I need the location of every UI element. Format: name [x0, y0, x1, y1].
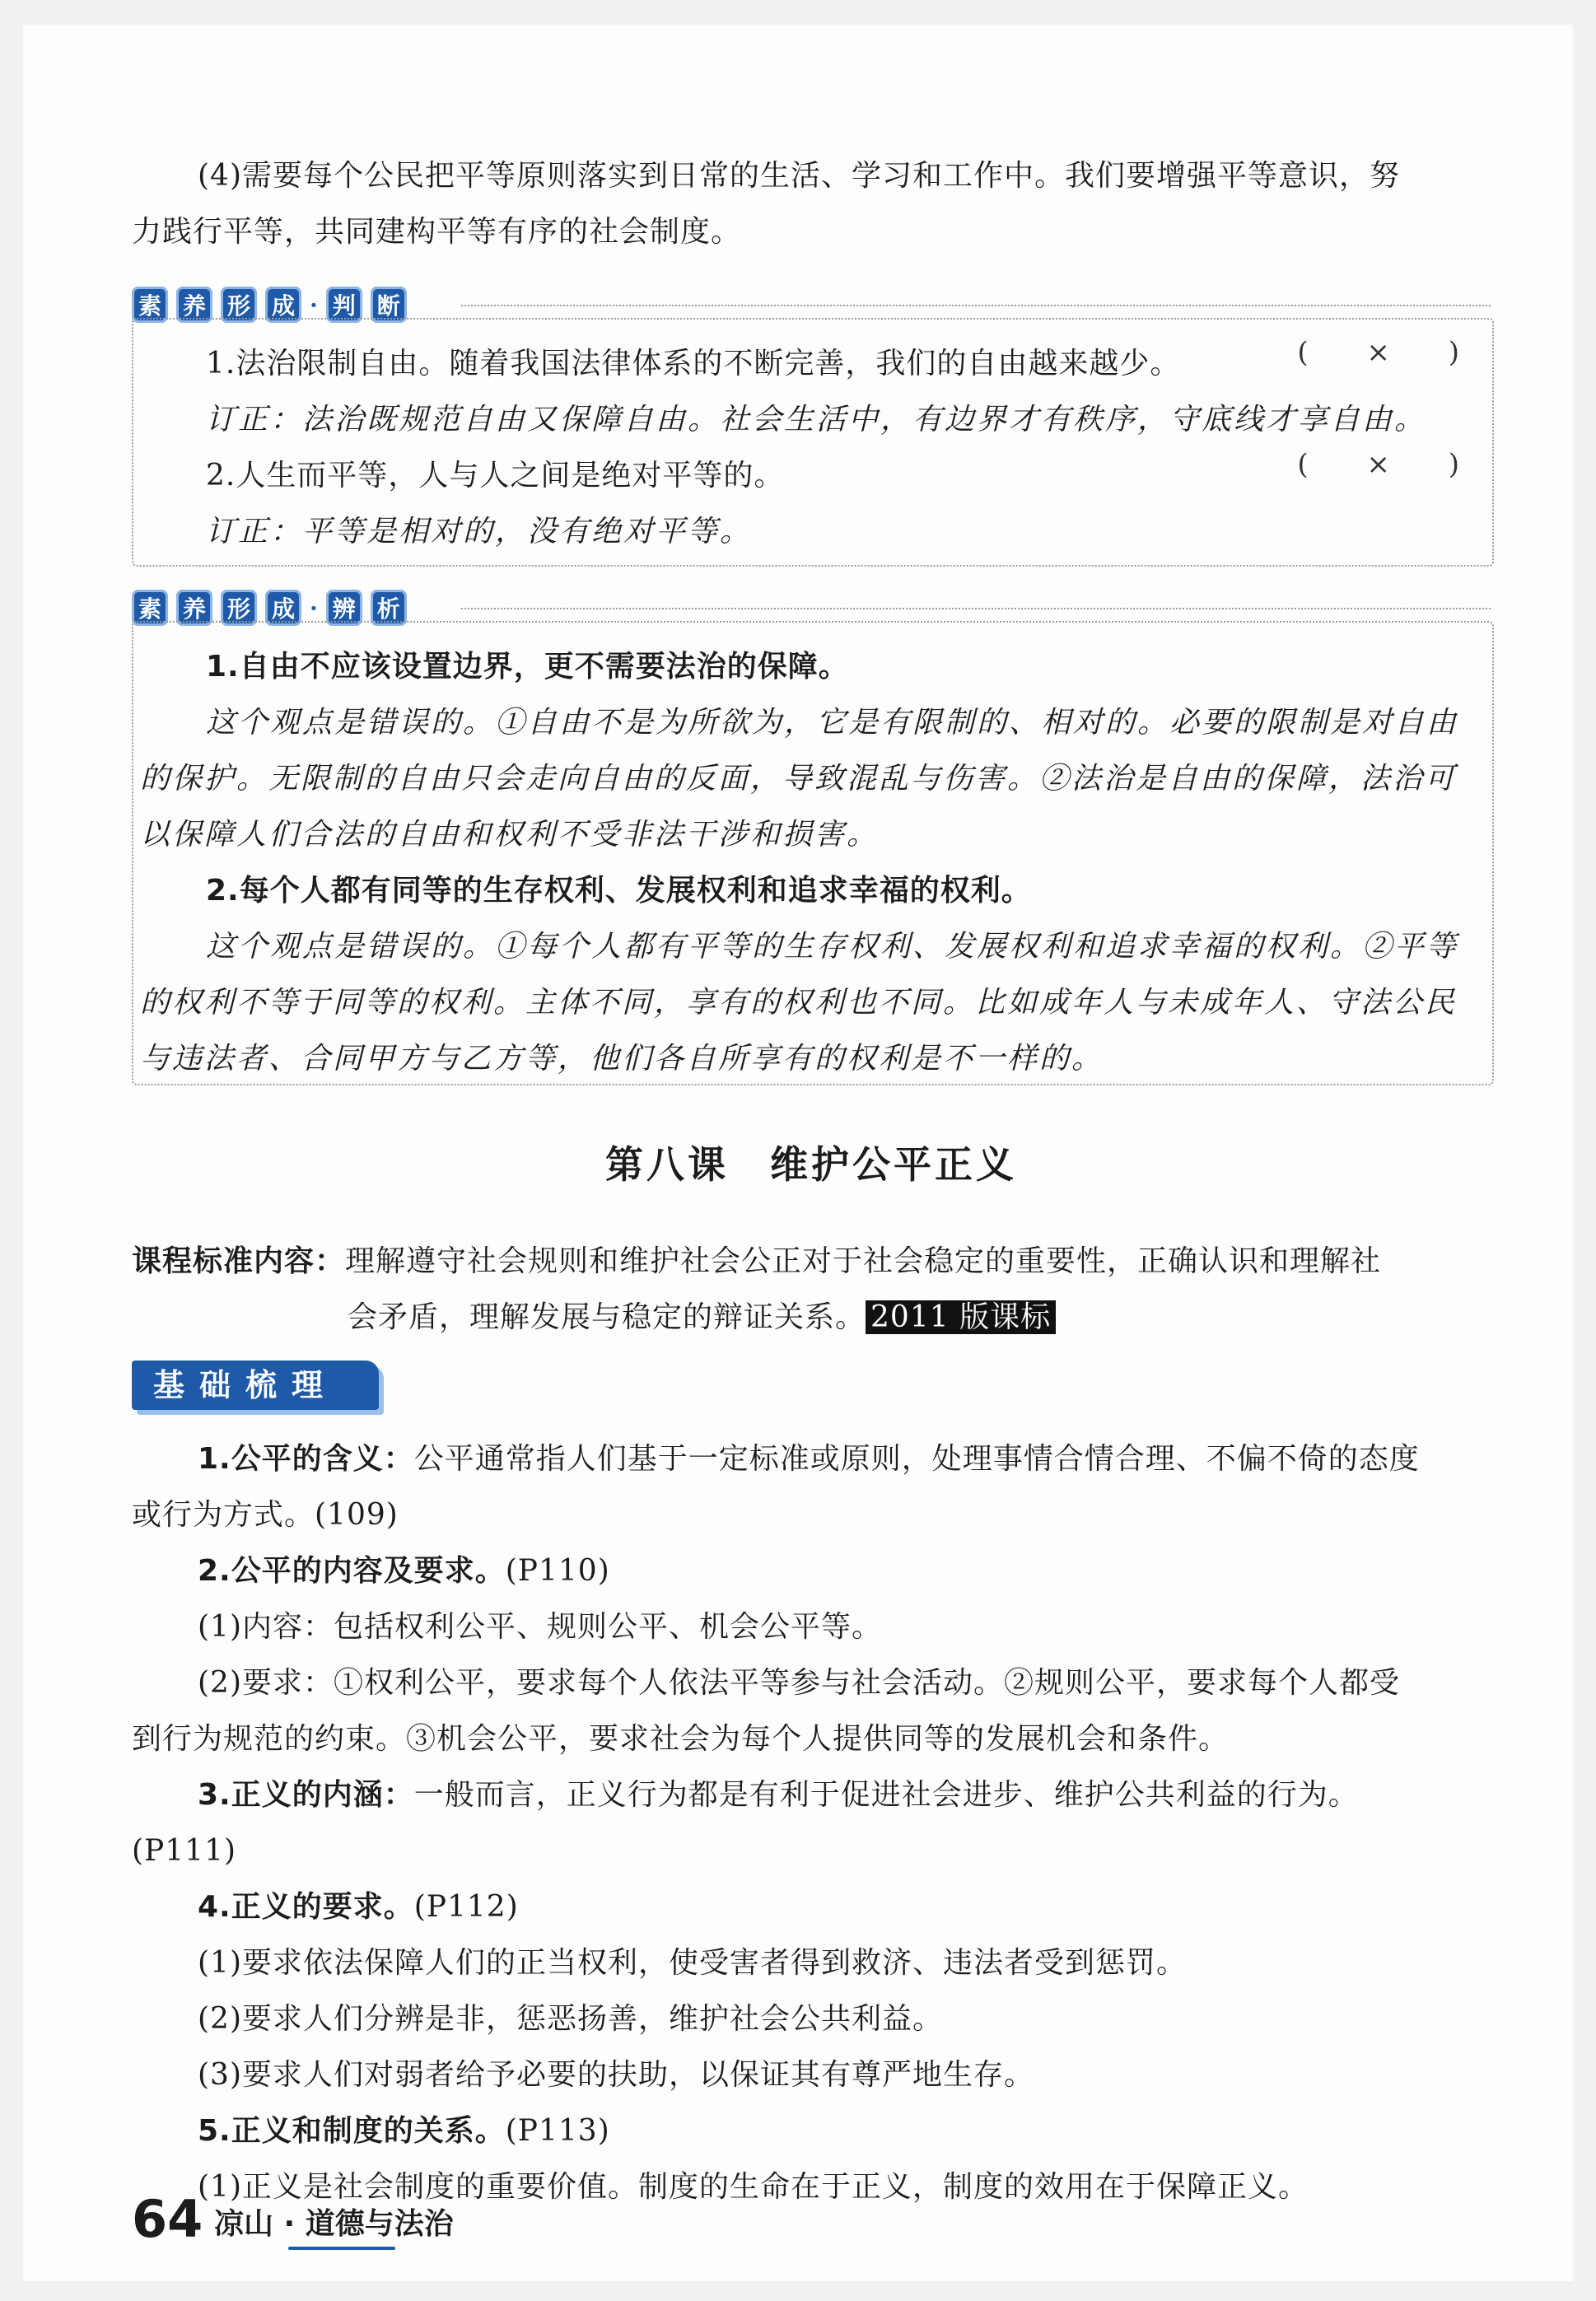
judge-question-2: 2.人生而平等，人与人之间是绝对平等的。: [206, 459, 785, 492]
basics-p4-head: 4.正义的要求。: [198, 1890, 414, 1924]
basics-p2-b-line-2: 到行为规范的约束。③机会公平，要求社会为每个人提供同等的发展机会和条件。: [132, 1722, 1230, 1756]
judge-question-1: 1.法治限制自由。随着我国法律体系的不断完善，我们的自由越来越少。: [206, 347, 1181, 380]
analyze-answer-2-line: 的权利不等于同等的权利。主体不同，享有的权利也不同。比如成年人与未成年人、守法公民: [140, 986, 1458, 1020]
analyze-question-2: 2.每个人都有同等的生存权利、发展权利和追求幸福的权利。: [206, 874, 1032, 908]
judge-box: [132, 318, 1494, 567]
analyze-answer-1-line: 的保护。无限制的自由只会走向自由的反面，导致混乱与伤害。②法治是自由的保障，法治可: [140, 762, 1458, 796]
basics-p2-head: 2.公平的内容及要求。: [198, 1554, 506, 1588]
basics-p5-line: [198, 2103, 610, 2159]
analyze-answer-2-line: 这个观点是错误的。①每个人都有平等的生存权利、发展权利和追求幸福的权利。②平等: [206, 930, 1459, 964]
analyze-tag-char: 养: [176, 590, 212, 626]
judge-tag-char: 养: [176, 287, 212, 323]
basics-p1-line-1: [198, 1431, 1420, 1487]
basics-p3-line-1: [198, 1767, 1359, 1823]
intro-line-1: (4)需要每个公民把平等原则落实到日常的生活、学习和工作中。我们要增强平等意识，努: [198, 159, 1400, 193]
basics-p4-b: (2)要求人们分辨是非，惩恶扬善，维护社会公共利益。: [198, 2002, 943, 2036]
course-standard-label: 课程标准内容：: [132, 1244, 346, 1278]
basics-p2-b-line-1: (2)要求：①权利公平，要求每个人依法平等参与社会活动。②规则公平，要求每个人都受: [198, 1666, 1400, 1700]
basics-p1-text-1: 公平通常指人们基于一定标准或原则，处理事情合情合理、不偏不倚的态度: [413, 1442, 1420, 1476]
course-standard-text-1: 理解遵守社会规则和维护社会公正对于社会稳定的重要性，正确认识和理解社: [345, 1244, 1382, 1278]
analyze-tag-char: 成: [265, 590, 301, 626]
judge-mark-2: ( × ): [1297, 448, 1484, 481]
basics-p2-a: (1)内容：包括权利公平、规则公平、机会公平等。: [198, 1610, 882, 1644]
lesson-title: 第八课 维护公平正义: [605, 1142, 1017, 1187]
course-standard-line-1: [132, 1234, 1381, 1290]
analyze-question-1: 1.自由不应该设置边界，更不需要法治的保障。: [206, 650, 849, 684]
judge-tag-rule: [461, 305, 1491, 306]
basics-p4-a: (1)要求依法保障人们的正当权利，使受害者得到救济、违法者受到惩罚。: [198, 1946, 1187, 1980]
basics-p3-text-1: 一般而言，正义行为都是有利于促进社会进步、维护公共利益的行为。: [413, 1778, 1359, 1812]
judge-fix-2: 订正：平等是相对的，没有绝对平等。: [206, 515, 753, 548]
basics-p4-c: (3)要求人们对弱者给予必要的扶助，以保证其有尊严地生存。: [198, 2058, 1034, 2092]
basics-p2-ref: (P110): [505, 1554, 610, 1588]
judge-tag-dot: ·: [310, 291, 318, 319]
analyze-tag-char: 析: [371, 590, 407, 626]
basics-banner: 基础梳理: [132, 1361, 379, 1410]
basics-p3-head: 3.正义的内涵：: [198, 1778, 414, 1812]
basics-p1-head: 1.公平的含义：: [198, 1442, 414, 1476]
footer-book-title: 凉山 · 道德与法治: [214, 2207, 454, 2241]
basics-p1-line-2: 或行为方式。(109): [132, 1498, 399, 1532]
course-standard-line-2: [348, 1290, 1056, 1346]
footer-accent-line: [288, 2247, 395, 2250]
standard-version-badge: 2011 版课标: [866, 1300, 1056, 1334]
basics-p5-head: 5.正义和制度的关系。: [198, 2114, 506, 2148]
analyze-tag-char: 辨: [326, 590, 362, 626]
analyze-tag-char: 形: [221, 590, 257, 626]
analyze-tag-char: 素: [132, 590, 168, 626]
analyze-tag-rule: [461, 608, 1491, 609]
analyze-answer-1-line: 这个观点是错误的。①自由不是为所欲为，它是有限制的、相对的。必要的限制是对自由: [206, 706, 1459, 740]
judge-tag-char: 成: [265, 287, 301, 323]
basics-p3-line-2: (P111): [132, 1834, 237, 1868]
basics-p5-ref: (P113): [505, 2114, 610, 2148]
judge-tag-char: 形: [221, 287, 257, 323]
judge-tag-char: 判: [326, 287, 362, 323]
judge-tag-char: 素: [132, 287, 168, 323]
intro-line-2: 力践行平等，共同建构平等有序的社会制度。: [132, 215, 742, 249]
basics-p4-ref: (P112): [413, 1890, 519, 1924]
analyze-answer-1-line: 以保障人们合法的自由和权利不受非法干涉和损害。: [140, 818, 880, 852]
basics-p4-line: [198, 1879, 519, 1935]
course-standard-text-2: 会矛盾，理解发展与稳定的辩证关系。: [348, 1300, 866, 1334]
analyze-tag-dot: ·: [310, 594, 318, 622]
page-number: 64: [132, 2189, 203, 2249]
analyze-answer-2-line: 与违法者、合同甲方与乙方等，他们各自所享有的权利是不一样的。: [140, 1042, 1104, 1076]
judge-tag-char: 断: [371, 287, 407, 323]
judge-fix-1: 订正：法治既规范自由又保障自由。社会生活中，有边界才有秩序，守底线才享自由。: [206, 403, 1427, 436]
judge-mark-1: ( × ): [1297, 336, 1484, 369]
analyze-box: [132, 621, 1494, 1085]
page: [23, 25, 1573, 2281]
basics-p2-line: [198, 1543, 610, 1599]
basics-p5-a: (1)正义是社会制度的重要价值。制度的生命在于正义，制度的效用在于保障正义。: [198, 2170, 1309, 2204]
